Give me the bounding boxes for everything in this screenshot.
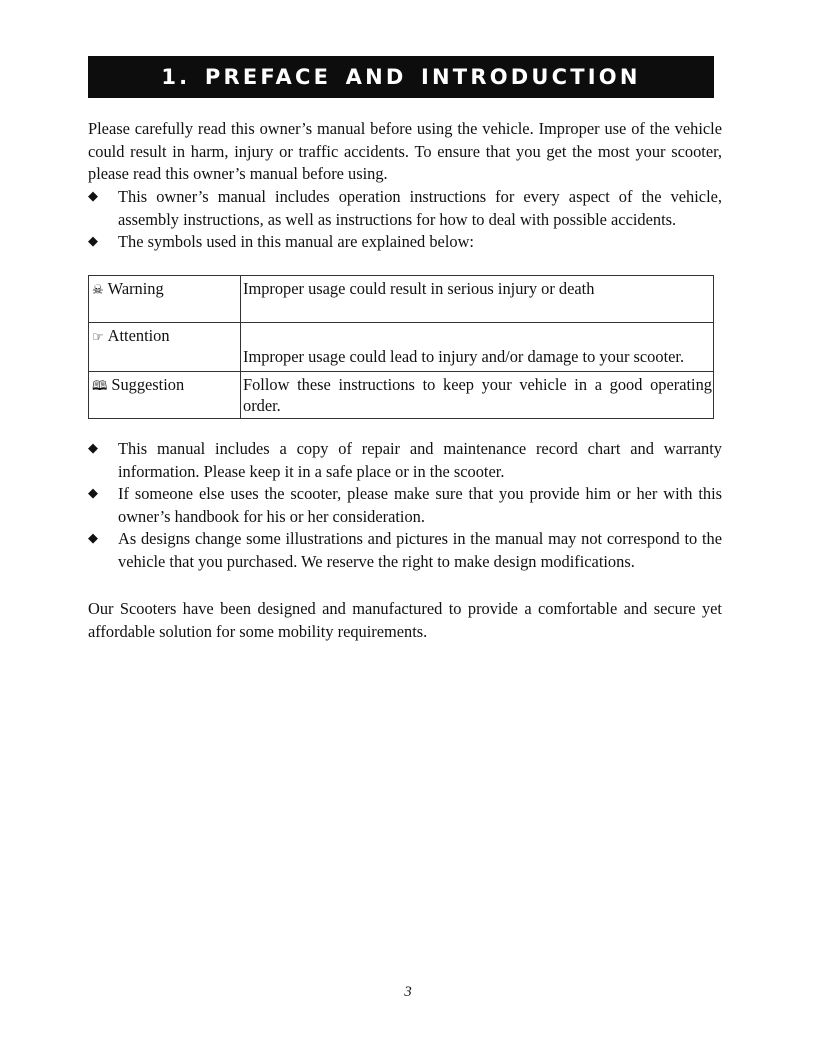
bullet-text: This owner’s manual includes operation instructions for every aspect of the vehicle, assembly instructions, as well as instructions for how to deal with possible accidents.	[118, 187, 722, 229]
section-heading: 1. PREFACE AND INTRODUCTION	[88, 56, 714, 98]
list-item	[88, 438, 722, 483]
bullet-text: The symbols used in this manual are explained below:	[118, 232, 474, 251]
skull-crossbones-icon: ☠	[92, 283, 104, 298]
diamond-bullet-icon: ◆	[88, 234, 98, 249]
diamond-bullet-icon: ◆	[88, 531, 98, 546]
list-item	[88, 186, 722, 231]
top-bullet-list	[88, 186, 722, 254]
diamond-bullet-icon: ◆	[88, 486, 98, 501]
symbol-cell	[89, 323, 241, 372]
symbol-description: Improper usage could result in serious injury or death	[241, 276, 714, 323]
bottom-bullet-list	[88, 438, 722, 573]
open-book-icon: 🕮	[92, 379, 108, 394]
symbol-description: Follow these instructions to keep your vehicle in a good operating order.	[241, 372, 714, 419]
list-item	[88, 231, 722, 254]
pointing-hand-icon: ☞	[92, 330, 104, 345]
symbol-cell	[89, 276, 241, 323]
closing-paragraph: Our Scooters have been designed and manufactured to provide a comfortable and secure yet affordable solution for some mobility requirements.	[88, 599, 722, 641]
list-item	[88, 528, 722, 573]
intro-paragraph: Please carefully read this owner’s manual before using the vehicle. Improper use of the vehicle could result in harm, injury or traffic accidents. To ensure that you get the most your scooter, please read this owner’s manual before using.	[88, 119, 722, 183]
table-row	[89, 323, 714, 372]
symbols-table	[88, 275, 714, 419]
bullet-text: As designs change some illustrations and pictures in the manual may not correspond to the vehicle that you purchased. We reserve the right to make design modifications.	[118, 529, 722, 571]
symbol-description: Improper usage could lead to injury and/or damage to your scooter.	[241, 323, 714, 372]
diamond-bullet-icon: ◆	[88, 441, 98, 456]
bullet-text: This manual includes a copy of repair and maintenance record chart and warranty information. Please keep it in a safe place or in the scooter.	[118, 439, 722, 481]
symbol-label: Suggestion	[111, 375, 185, 394]
symbol-label: Warning	[107, 279, 164, 298]
symbol-cell	[89, 372, 241, 419]
page-number: 3	[404, 984, 412, 1000]
symbol-label: Attention	[107, 326, 170, 345]
bullet-text: If someone else uses the scooter, please make sure that you provide him or her with this owner’s handbook for his or her consideration.	[118, 484, 722, 526]
table-row	[89, 276, 714, 323]
diamond-bullet-icon: ◆	[88, 189, 98, 204]
table-row	[89, 372, 714, 419]
list-item	[88, 483, 722, 528]
